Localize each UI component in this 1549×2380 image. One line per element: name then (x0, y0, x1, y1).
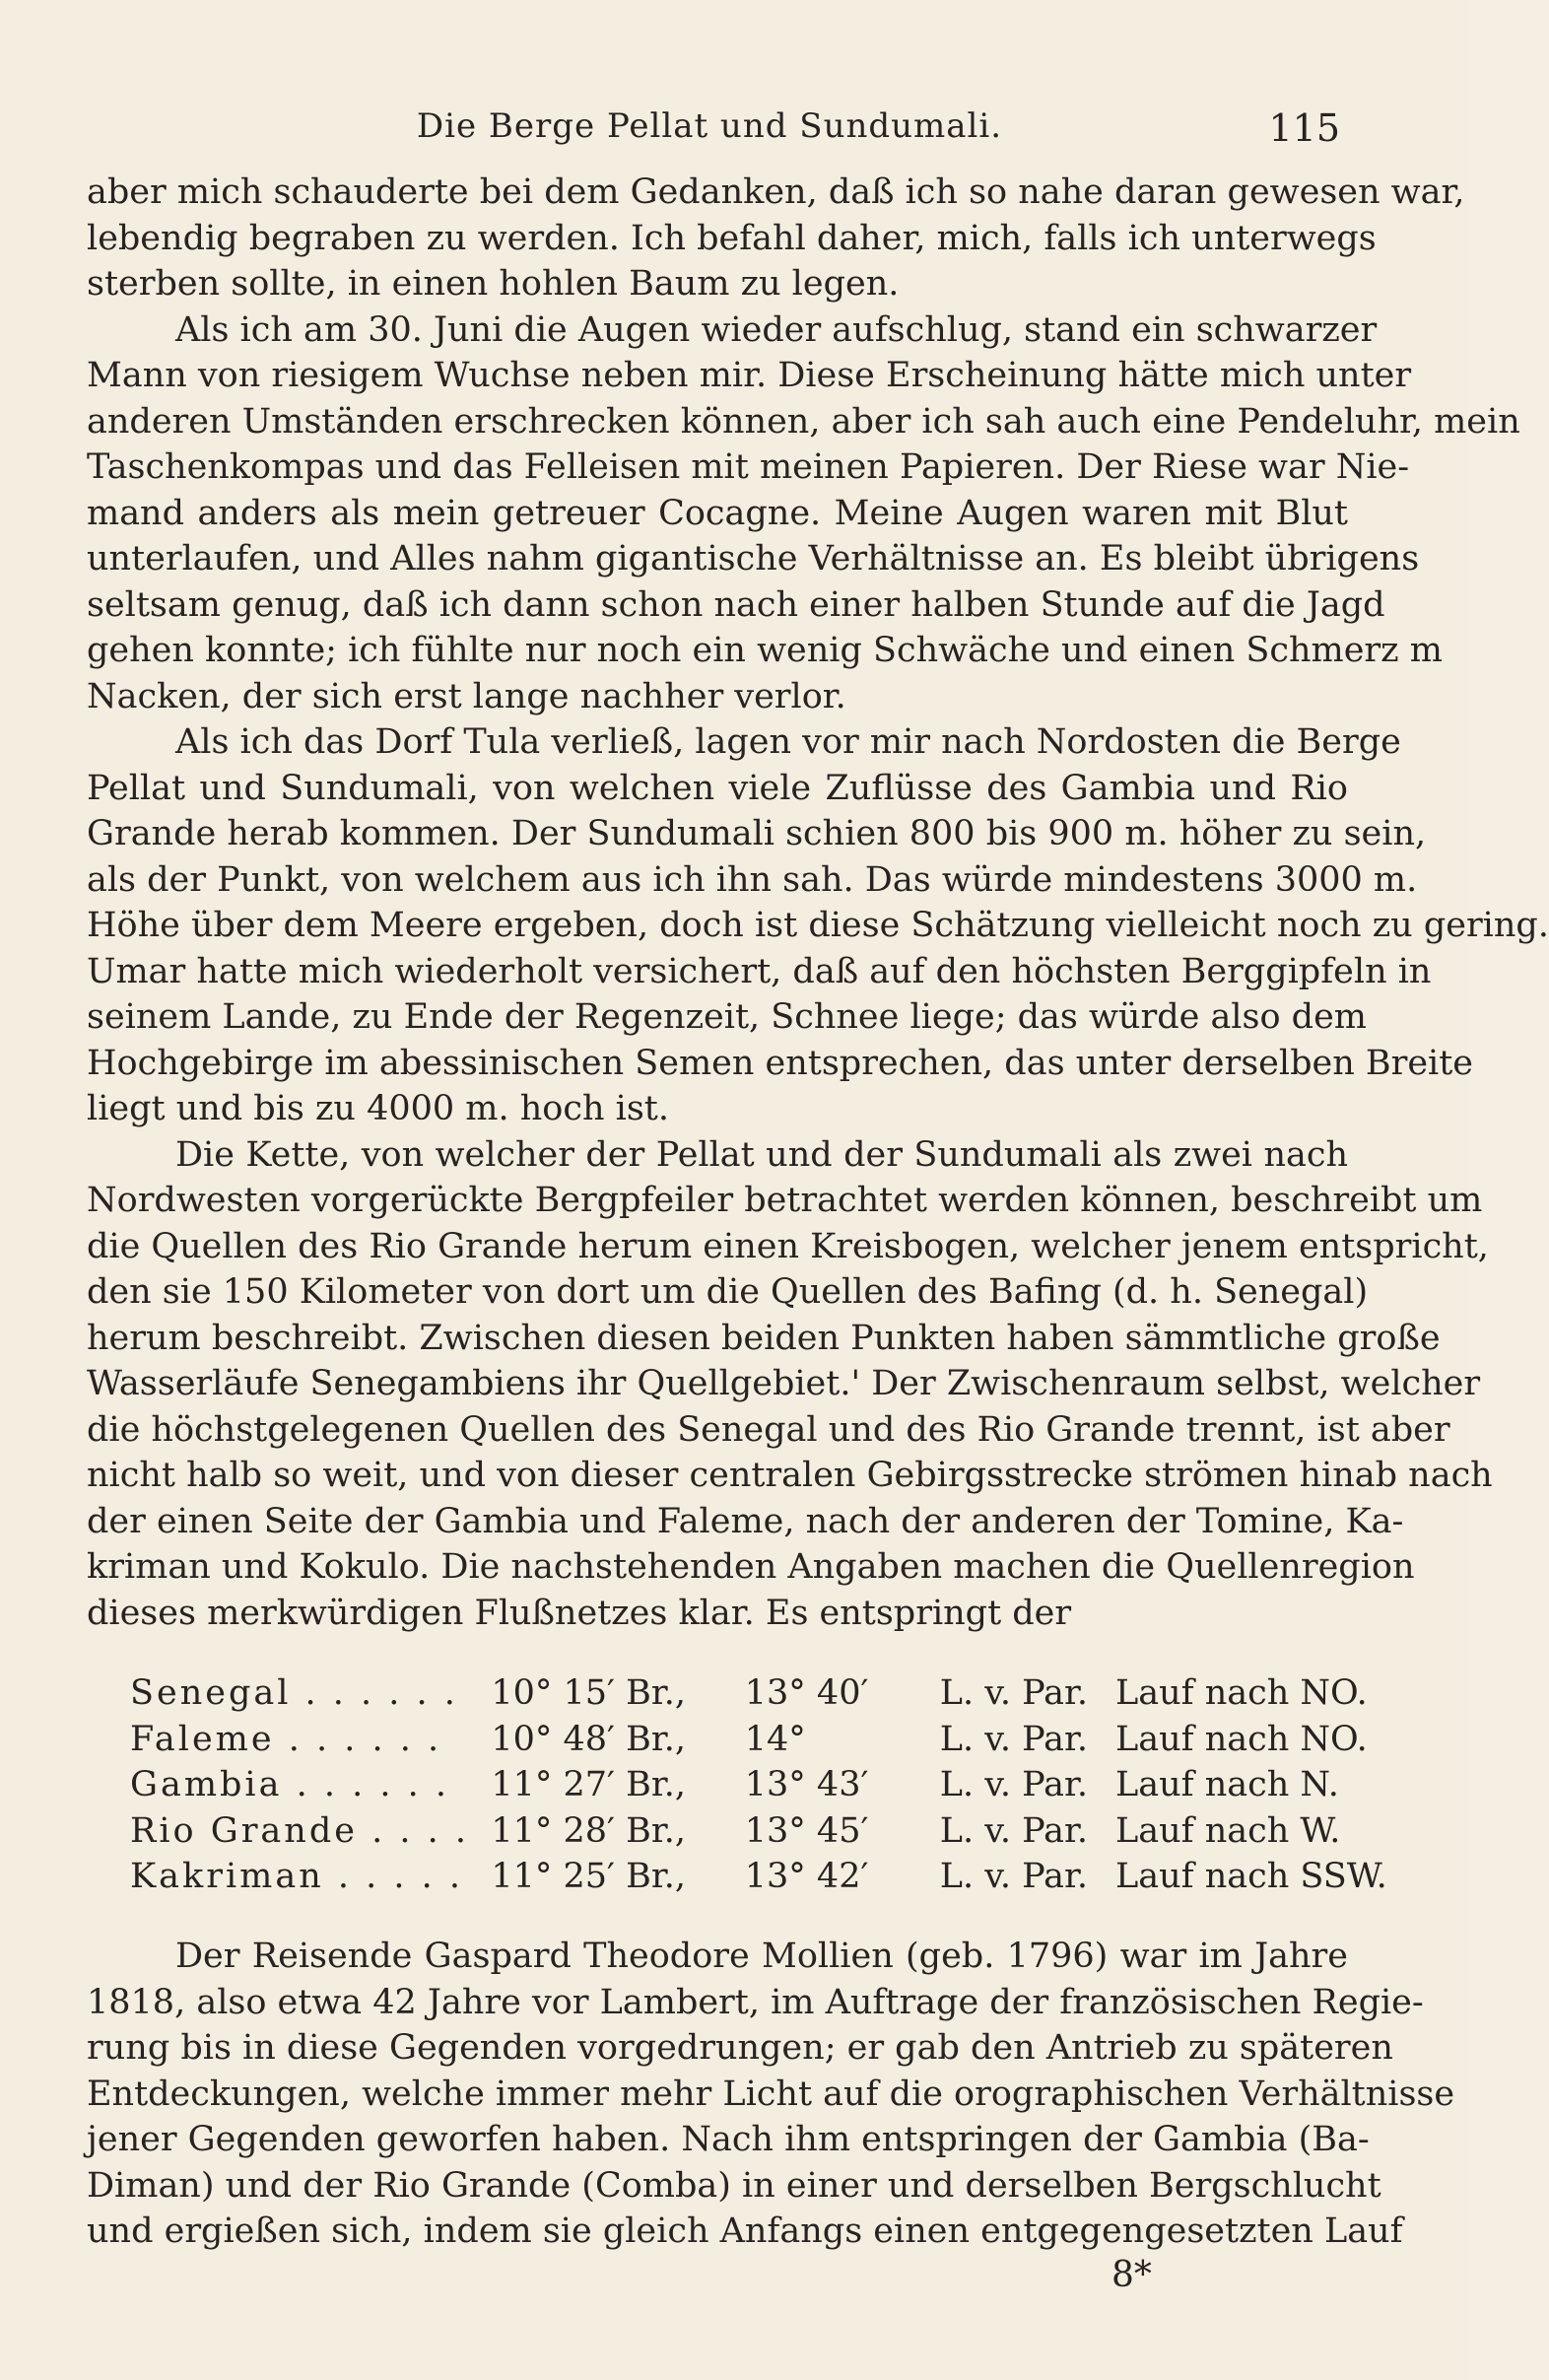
latitude: 10° 48′ Br., (491, 1719, 686, 1759)
text-line: nicht halb so weit, und von dieser centralen Gebirgsstrecke strömen hinab nach (87, 1456, 1493, 1495)
table-row (130, 1854, 1387, 1900)
latitude: 10° 15′ Br., (491, 1673, 686, 1713)
river-name: Rio Grande . . . . (130, 1810, 469, 1851)
table-row (130, 1670, 1368, 1717)
text-line: Pellat und Sundumali, von welchen viele Zuflüsse des Gambia und Rio (87, 768, 1348, 808)
meridian-ref: L. v. Par. (939, 1857, 1089, 1896)
text-line: Die Kette, von welcher der Pellat und der Sundumali als zwei nach (175, 1134, 1348, 1175)
text-line: anderen Umständen erschrecken können, aber ich sah auch eine Pendeluhr, mein (87, 401, 1520, 442)
text-line: 1818, also etwa 42 Jahre vor Lambert, im Auftrage der französischen Regie- (87, 1982, 1424, 2022)
text-line: Nacken, der sich erst lange nachher verlor. (87, 676, 846, 716)
text-line: Mann von riesigem Wuchse neben mir. Diese Erscheinung hätte mich unter (87, 356, 1412, 395)
flow-direction: Lauf nach W. (1115, 1810, 1341, 1851)
meridian-ref: L. v. Par. (939, 1673, 1089, 1713)
river-name: Faleme . . . . . . (130, 1719, 442, 1759)
latitude: 11° 27′ Br., (491, 1765, 686, 1804)
text-line: die Quellen des Rio Grande herum einen Kreisbogen, welcher jenem entspricht, (87, 1226, 1489, 1266)
text-line: Taschenkompas und das Felleisen mit meinen Papieren. Der Riese war Nie- (87, 447, 1410, 487)
longitude: 13° 43′ (744, 1765, 869, 1804)
river-sources-table (130, 1670, 1387, 1900)
text-line: als der Punkt, von welchem aus ich ihn sah. Das würde mindestens 3000 m. (87, 859, 1418, 900)
text-line: Hochgebirge im abessinischen Semen entsprechen, das unter derselben Breite (87, 1043, 1474, 1083)
text-line: der einen Seite der Gambia und Faleme, nach der anderen der Tomine, Ka- (87, 1501, 1404, 1541)
body-text-continued (87, 1934, 1455, 2255)
river-name: Kakriman . . . . . (130, 1857, 463, 1896)
text-line: Als ich am 30. Juni die Augen wieder aufschlug, stand ein schwarzer (175, 309, 1378, 350)
text-line: Umar hatte mich wiederholt versichert, daß auf den höchsten Berggipfeln in (87, 951, 1432, 991)
river-name: Senegal . . . . . . (130, 1673, 458, 1713)
page-number: 115 (1268, 106, 1340, 150)
text-line: aber mich schauderte bei dem Gedanken, daß ich so nahe daran gewesen war, (87, 172, 1465, 212)
text-line: Diman) und der Rio Grande (Comba) in einer und derselben Bergschlucht (87, 2165, 1381, 2206)
longitude: 13° 42′ (744, 1857, 869, 1896)
text-line: Der Reisende Gaspard Theodore Mollien (geb. 1796) war im Jahre (175, 1937, 1348, 1976)
text-line: jener Gegenden geworfen haben. Nach ihm entspringen der Gambia (Ba- (87, 2120, 1370, 2159)
text-line: und ergießen sich, indem sie gleich Anfangs einen entgegengesetzten Lauf (87, 2211, 1403, 2251)
text-line: lebendig begraben zu werden. Ich befahl daher, mich, falls ich unterwegs (87, 218, 1377, 258)
text-line: Entdeckungen, welche immer mehr Licht auf die orographischen Verhältnisse (87, 2074, 1455, 2114)
longitude: 13° 45′ (744, 1810, 869, 1851)
meridian-ref: L. v. Par. (939, 1719, 1089, 1759)
longitude: 14° (744, 1719, 806, 1759)
table-row (130, 1808, 1341, 1855)
river-name: Gambia . . . . . . (130, 1765, 449, 1804)
text-line: Als ich das Dorf Tula verließ, lagen vor mir nach Nordosten die Berge (175, 722, 1401, 762)
flow-direction: Lauf nach NO. (1115, 1719, 1368, 1759)
flow-direction: Lauf nach NO. (1115, 1673, 1368, 1713)
text-line: Wasserläufe Senegambiens ihr Quellgebiet.' Der Zwischenraum selbst, welcher (87, 1364, 1481, 1403)
text-line: seltsam genug, daß ich dann schon nach einer halben Stunde auf die Jagd (87, 584, 1385, 625)
text-line: rung bis in diese Gegenden vorgedrungen; er gab den Antrieb zu späteren (87, 2028, 1393, 2068)
text-line: sterben sollte, in einen hohlen Baum zu legen. (87, 264, 900, 304)
page-header (89, 106, 1340, 156)
latitude: 11° 28′ Br., (491, 1810, 686, 1851)
flow-direction: Lauf nach SSW. (1115, 1857, 1387, 1896)
meridian-ref: L. v. Par. (939, 1810, 1089, 1851)
text-line: die höchstgelegenen Quellen des Senegal und des Rio Grande trennt, ist aber (87, 1409, 1450, 1450)
text-line: unterlaufen, und Alles nahm gigantische Verhältnisse an. Es bleibt übrigens (87, 539, 1420, 578)
text-line: herum beschreibt. Zwischen diesen beiden Punkten haben sämmtliche große (87, 1318, 1441, 1358)
body-text (87, 170, 1549, 1636)
text-line: Höhe über dem Meere ergeben, doch ist diese Schätzung vielleicht noch zu gering. (87, 906, 1549, 945)
text-line: mand anders als mein getreuer Cocagne. Meine Augen waren mit Blut (87, 493, 1348, 533)
flow-direction: Lauf nach N. (1115, 1765, 1339, 1804)
text-line: Nordwesten vorgerückte Bergpfeiler betrachtet werden können, beschreibt um (87, 1181, 1483, 1220)
latitude: 11° 25′ Br., (491, 1857, 686, 1896)
table-row (130, 1717, 1368, 1763)
text-line: kriman und Kokulo. Die nachstehenden Angaben machen die Quellenregion (87, 1547, 1415, 1587)
signature-mark: 8* (1111, 2255, 1152, 2295)
text-line: den sie 150 Kilometer von dort um die Quellen des Bafing (d. h. Senegal) (87, 1272, 1369, 1312)
text-line: liegt und bis zu 4000 m. hoch ist. (87, 1089, 669, 1128)
meridian-ref: L. v. Par. (939, 1765, 1089, 1804)
longitude: 13° 40′ (744, 1673, 869, 1713)
text-line: gehen konnte; ich fühlte nur noch ein wenig Schwäche und einen Schmerz m (87, 631, 1443, 670)
running-head: Die Berge Pellat und Sundumali. (416, 106, 1003, 146)
text-line: seinem Lande, zu Ende der Regenzeit, Schnee liege; das würde also dem (87, 997, 1367, 1037)
text-line: Grande herab kommen. Der Sundumali schien 800 bis 900 m. höher zu sein, (87, 814, 1427, 853)
text-line: dieses merkwürdigen Flußnetzes klar. Es entspringt der (87, 1593, 1072, 1633)
table-row (130, 1762, 1339, 1808)
